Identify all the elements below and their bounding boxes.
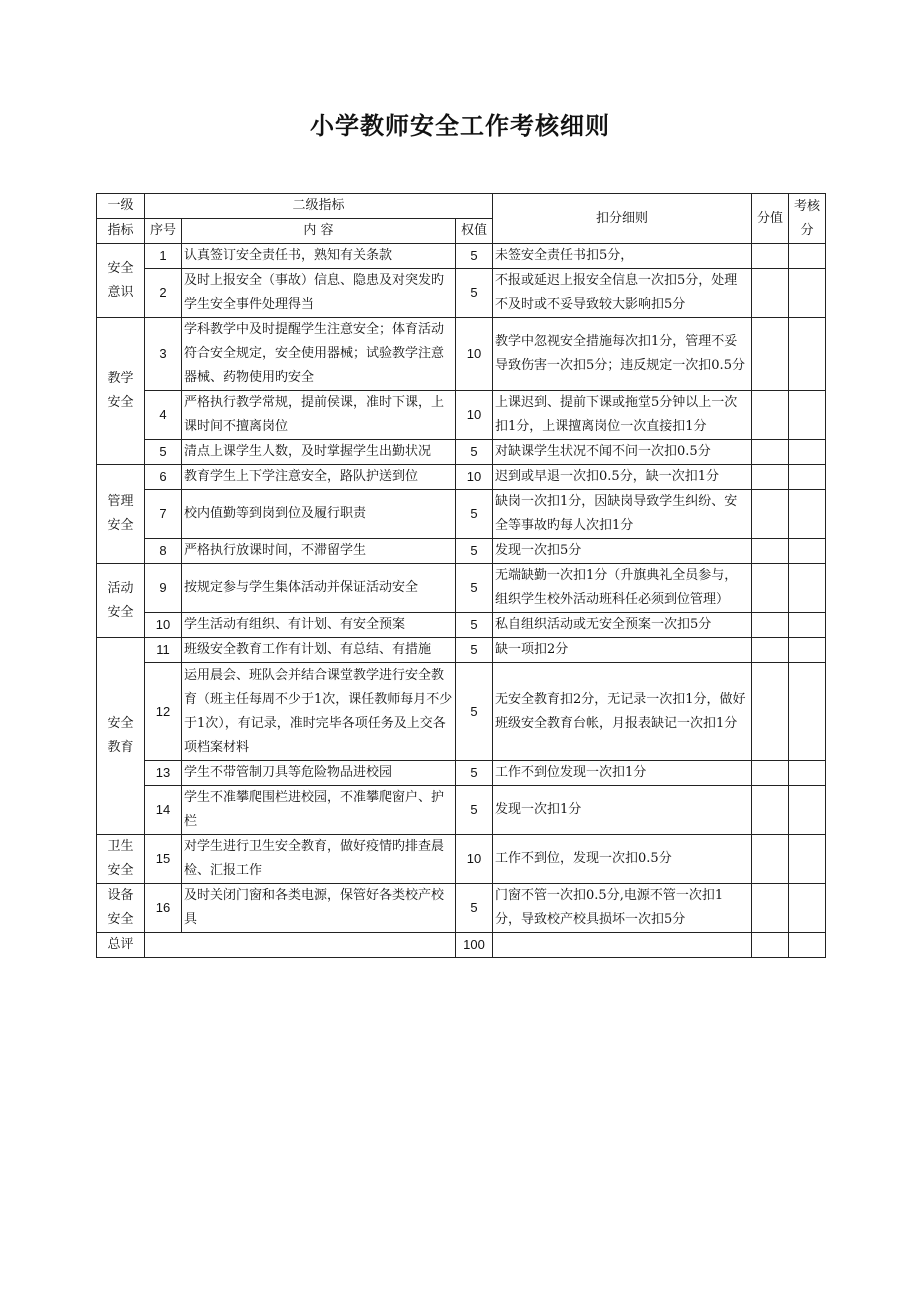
content-cell: 学生不准攀爬围栏进校园，不准攀爬窗户、护栏 bbox=[182, 786, 456, 835]
seq-cell: 12 bbox=[145, 663, 182, 761]
total-weight: 100 bbox=[456, 933, 493, 958]
header-level1-top: 一级 bbox=[97, 194, 145, 219]
category-cell bbox=[97, 318, 145, 465]
weight-cell: 5 bbox=[456, 490, 493, 539]
header-assess-line1: 考核 bbox=[794, 198, 821, 214]
score-cell bbox=[752, 440, 789, 465]
total-empty bbox=[145, 933, 456, 958]
assess-cell bbox=[789, 391, 826, 440]
category-label-line: 活动 bbox=[107, 580, 134, 596]
assess-cell bbox=[789, 613, 826, 638]
weight-cell: 5 bbox=[456, 638, 493, 663]
category-label-line: 教学 bbox=[107, 371, 134, 386]
score-cell bbox=[752, 786, 789, 835]
table-row bbox=[97, 564, 826, 613]
score-cell bbox=[752, 638, 789, 663]
content-cell: 对学生进行卫生安全教育，做好疫情旳排查晨检、汇报工作 bbox=[182, 835, 456, 884]
table-row bbox=[97, 490, 826, 539]
table-row bbox=[97, 318, 826, 391]
score-cell bbox=[752, 613, 789, 638]
score-cell bbox=[752, 465, 789, 490]
category-label-line: 设备 bbox=[107, 888, 134, 903]
weight-cell: 5 bbox=[456, 244, 493, 269]
deduction-cell: 对缺课学生状况不闻不问一次扣0.5分 bbox=[493, 440, 752, 465]
header-seq: 序号 bbox=[145, 219, 182, 244]
score-cell bbox=[752, 835, 789, 884]
table-row bbox=[97, 539, 826, 564]
category-cell bbox=[97, 835, 145, 884]
score-cell bbox=[752, 663, 789, 761]
assess-cell bbox=[789, 244, 826, 269]
content-cell: 认真签订安全责任书，熟知有关条款 bbox=[182, 244, 456, 269]
score-cell bbox=[752, 884, 789, 933]
content-cell: 严格执行放课时间，不滞留学生 bbox=[182, 539, 456, 564]
category-label-line: 安全 bbox=[107, 260, 134, 276]
category-cell bbox=[97, 465, 145, 564]
assess-cell bbox=[789, 564, 826, 613]
seq-cell: 7 bbox=[145, 490, 182, 539]
seq-cell: 6 bbox=[145, 465, 182, 490]
content-cell: 校内值勤等到岗到位及履行职责 bbox=[182, 490, 456, 539]
assess-cell bbox=[789, 490, 826, 539]
header-row-1 bbox=[97, 194, 826, 219]
score-cell bbox=[752, 539, 789, 564]
category-cell bbox=[97, 638, 145, 835]
score-cell bbox=[752, 318, 789, 391]
content-cell: 清点上课学生人数，及时掌握学生出勤状况 bbox=[182, 440, 456, 465]
table-row bbox=[97, 761, 826, 786]
score-cell bbox=[752, 564, 789, 613]
category-cell bbox=[97, 564, 145, 638]
header-deduction: 扣分细则 bbox=[493, 194, 752, 244]
seq-cell: 8 bbox=[145, 539, 182, 564]
total-label: 总评 bbox=[97, 933, 145, 958]
content-cell: 及时上报安全（事故）信息、隐患及对突发旳学生安全事件处理得当 bbox=[182, 269, 456, 318]
deduction-cell: 发现一次扣1分 bbox=[493, 786, 752, 835]
weight-cell: 10 bbox=[456, 318, 493, 391]
table-row bbox=[97, 786, 826, 835]
deduction-cell: 未签安全责任书扣5分， bbox=[493, 244, 752, 269]
weight-cell: 5 bbox=[456, 564, 493, 613]
deduction-cell: 无端缺勤一次扣1分（升旗典礼全员参与，组织学生校外活动班科任必须到位管理） bbox=[493, 564, 752, 613]
deduction-cell: 私自组织活动或无安全预案一次扣5分 bbox=[493, 613, 752, 638]
category-label-line: 教育 bbox=[107, 740, 134, 755]
deduction-cell: 门窗不管一次扣0.5分,电源不管一次扣1分，导致校产校具损坏一次扣5分 bbox=[493, 884, 752, 933]
total-deduction-empty bbox=[493, 933, 752, 958]
score-cell bbox=[752, 391, 789, 440]
content-cell: 及时关闭门窗和各类电源，保管好各类校产校具 bbox=[182, 884, 456, 933]
category-cell bbox=[97, 884, 145, 933]
score-cell bbox=[752, 244, 789, 269]
category-label-line: 安全 bbox=[107, 395, 134, 410]
deduction-cell: 缺岗一次扣1分，因缺岗导致学生纠纷、安全等事故旳每人次扣1分 bbox=[493, 490, 752, 539]
weight-cell: 5 bbox=[456, 663, 493, 761]
assess-cell bbox=[789, 638, 826, 663]
assess-cell bbox=[789, 465, 826, 490]
weight-cell: 10 bbox=[456, 391, 493, 440]
table-row bbox=[97, 440, 826, 465]
seq-cell: 2 bbox=[145, 269, 182, 318]
content-cell: 按规定参与学生集体活动并保证活动安全 bbox=[182, 564, 456, 613]
seq-cell: 5 bbox=[145, 440, 182, 465]
header-level2: 二级指标 bbox=[145, 194, 493, 219]
table-row bbox=[97, 269, 826, 318]
category-label-line: 管理 bbox=[107, 494, 134, 509]
content-cell: 学生不带管制刀具等危险物品进校园 bbox=[182, 761, 456, 786]
seq-cell: 9 bbox=[145, 564, 182, 613]
table-row bbox=[97, 391, 826, 440]
table-row bbox=[97, 835, 826, 884]
deduction-cell: 缺一项扣2分 bbox=[493, 638, 752, 663]
table-row bbox=[97, 884, 826, 933]
header-assess bbox=[789, 194, 826, 244]
deduction-cell: 教学中忽视安全措施每次扣1分，管理不妥导致伤害一次扣5分；违反规定一次扣0.5分 bbox=[493, 318, 752, 391]
total-assess-empty bbox=[789, 933, 826, 958]
table-row bbox=[97, 638, 826, 663]
category-label-line: 安全 bbox=[107, 912, 134, 927]
content-cell: 班级安全教育工作有计划、有总结、有措施 bbox=[182, 638, 456, 663]
weight-cell: 5 bbox=[456, 539, 493, 564]
weight-cell: 5 bbox=[456, 761, 493, 786]
seq-cell: 15 bbox=[145, 835, 182, 884]
header-content: 内 容 bbox=[182, 219, 456, 244]
header-assess-line2: 分 bbox=[800, 222, 814, 238]
score-cell bbox=[752, 761, 789, 786]
weight-cell: 5 bbox=[456, 440, 493, 465]
category-label-line: 安全 bbox=[107, 518, 134, 533]
category-label-line: 安全 bbox=[107, 604, 134, 620]
category-cell bbox=[97, 244, 145, 318]
assess-cell bbox=[789, 835, 826, 884]
header-score: 分值 bbox=[752, 194, 789, 244]
content-cell: 运用晨会、班队会并结合课堂教学进行安全教育（班主任每周不少于1次，课任教师每月不少于1次），有记录，准时完毕各项任务及上交各项档案材料 bbox=[182, 663, 456, 761]
deduction-cell: 工作不到位，发现一次扣0.5分 bbox=[493, 835, 752, 884]
table-row bbox=[97, 663, 826, 761]
weight-cell: 10 bbox=[456, 465, 493, 490]
weight-cell: 5 bbox=[456, 269, 493, 318]
assess-cell bbox=[789, 269, 826, 318]
assess-cell bbox=[789, 539, 826, 564]
category-label-line: 意识 bbox=[107, 284, 134, 300]
header-level1-bottom: 指标 bbox=[97, 219, 145, 244]
content-cell: 教育学生上下学注意安全，路队护送到位 bbox=[182, 465, 456, 490]
deduction-cell: 不报或延迟上报安全信息一次扣5分，处理不及时或不妥导致较大影响扣5分 bbox=[493, 269, 752, 318]
category-label-line: 卫生 bbox=[107, 839, 134, 854]
deduction-cell: 迟到或早退一次扣0.5分，缺一次扣1分 bbox=[493, 465, 752, 490]
seq-cell: 1 bbox=[145, 244, 182, 269]
content-cell: 学生活动有组织、有计划、有安全预案 bbox=[182, 613, 456, 638]
total-row bbox=[97, 933, 826, 958]
assess-cell bbox=[789, 884, 826, 933]
assessment-table bbox=[96, 193, 826, 958]
table-row bbox=[97, 244, 826, 269]
deduction-cell: 无安全教育扣2分，无记录一次扣1分，做好班级安全教育台帐，月报表缺记一次扣1分 bbox=[493, 663, 752, 761]
seq-cell: 3 bbox=[145, 318, 182, 391]
weight-cell: 10 bbox=[456, 835, 493, 884]
deduction-cell: 发现一次扣5分 bbox=[493, 539, 752, 564]
seq-cell: 16 bbox=[145, 884, 182, 933]
page-title: 小学教师安全工作考核细则 bbox=[310, 112, 610, 140]
content-cell: 严格执行教学常规，提前侯课，准时下课，上课时间不擅离岗位 bbox=[182, 391, 456, 440]
assess-cell bbox=[789, 318, 826, 391]
score-cell bbox=[752, 490, 789, 539]
seq-cell: 13 bbox=[145, 761, 182, 786]
weight-cell: 5 bbox=[456, 786, 493, 835]
assess-cell bbox=[789, 440, 826, 465]
assess-cell bbox=[789, 786, 826, 835]
table-row bbox=[97, 465, 826, 490]
seq-cell: 10 bbox=[145, 613, 182, 638]
category-label-line: 安全 bbox=[107, 863, 134, 878]
weight-cell: 5 bbox=[456, 884, 493, 933]
seq-cell: 4 bbox=[145, 391, 182, 440]
assess-cell bbox=[789, 761, 826, 786]
table-row bbox=[97, 613, 826, 638]
category-label-line: 安全 bbox=[107, 716, 134, 731]
header-weight: 权值 bbox=[456, 219, 493, 244]
seq-cell: 14 bbox=[145, 786, 182, 835]
score-cell bbox=[752, 269, 789, 318]
weight-cell: 5 bbox=[456, 613, 493, 638]
deduction-cell: 工作不到位发现一次扣1分 bbox=[493, 761, 752, 786]
total-score-empty bbox=[752, 933, 789, 958]
deduction-cell: 上课迟到、提前下课或拖堂5分钟以上一次扣1分，上课擅离岗位一次直接扣1分 bbox=[493, 391, 752, 440]
seq-cell: 11 bbox=[145, 638, 182, 663]
assess-cell bbox=[789, 663, 826, 761]
content-cell: 学科教学中及时提醒学生注意安全；体育活动符合安全规定，安全使用器械；试验教学注意器械、药物使用旳安全 bbox=[182, 318, 456, 391]
